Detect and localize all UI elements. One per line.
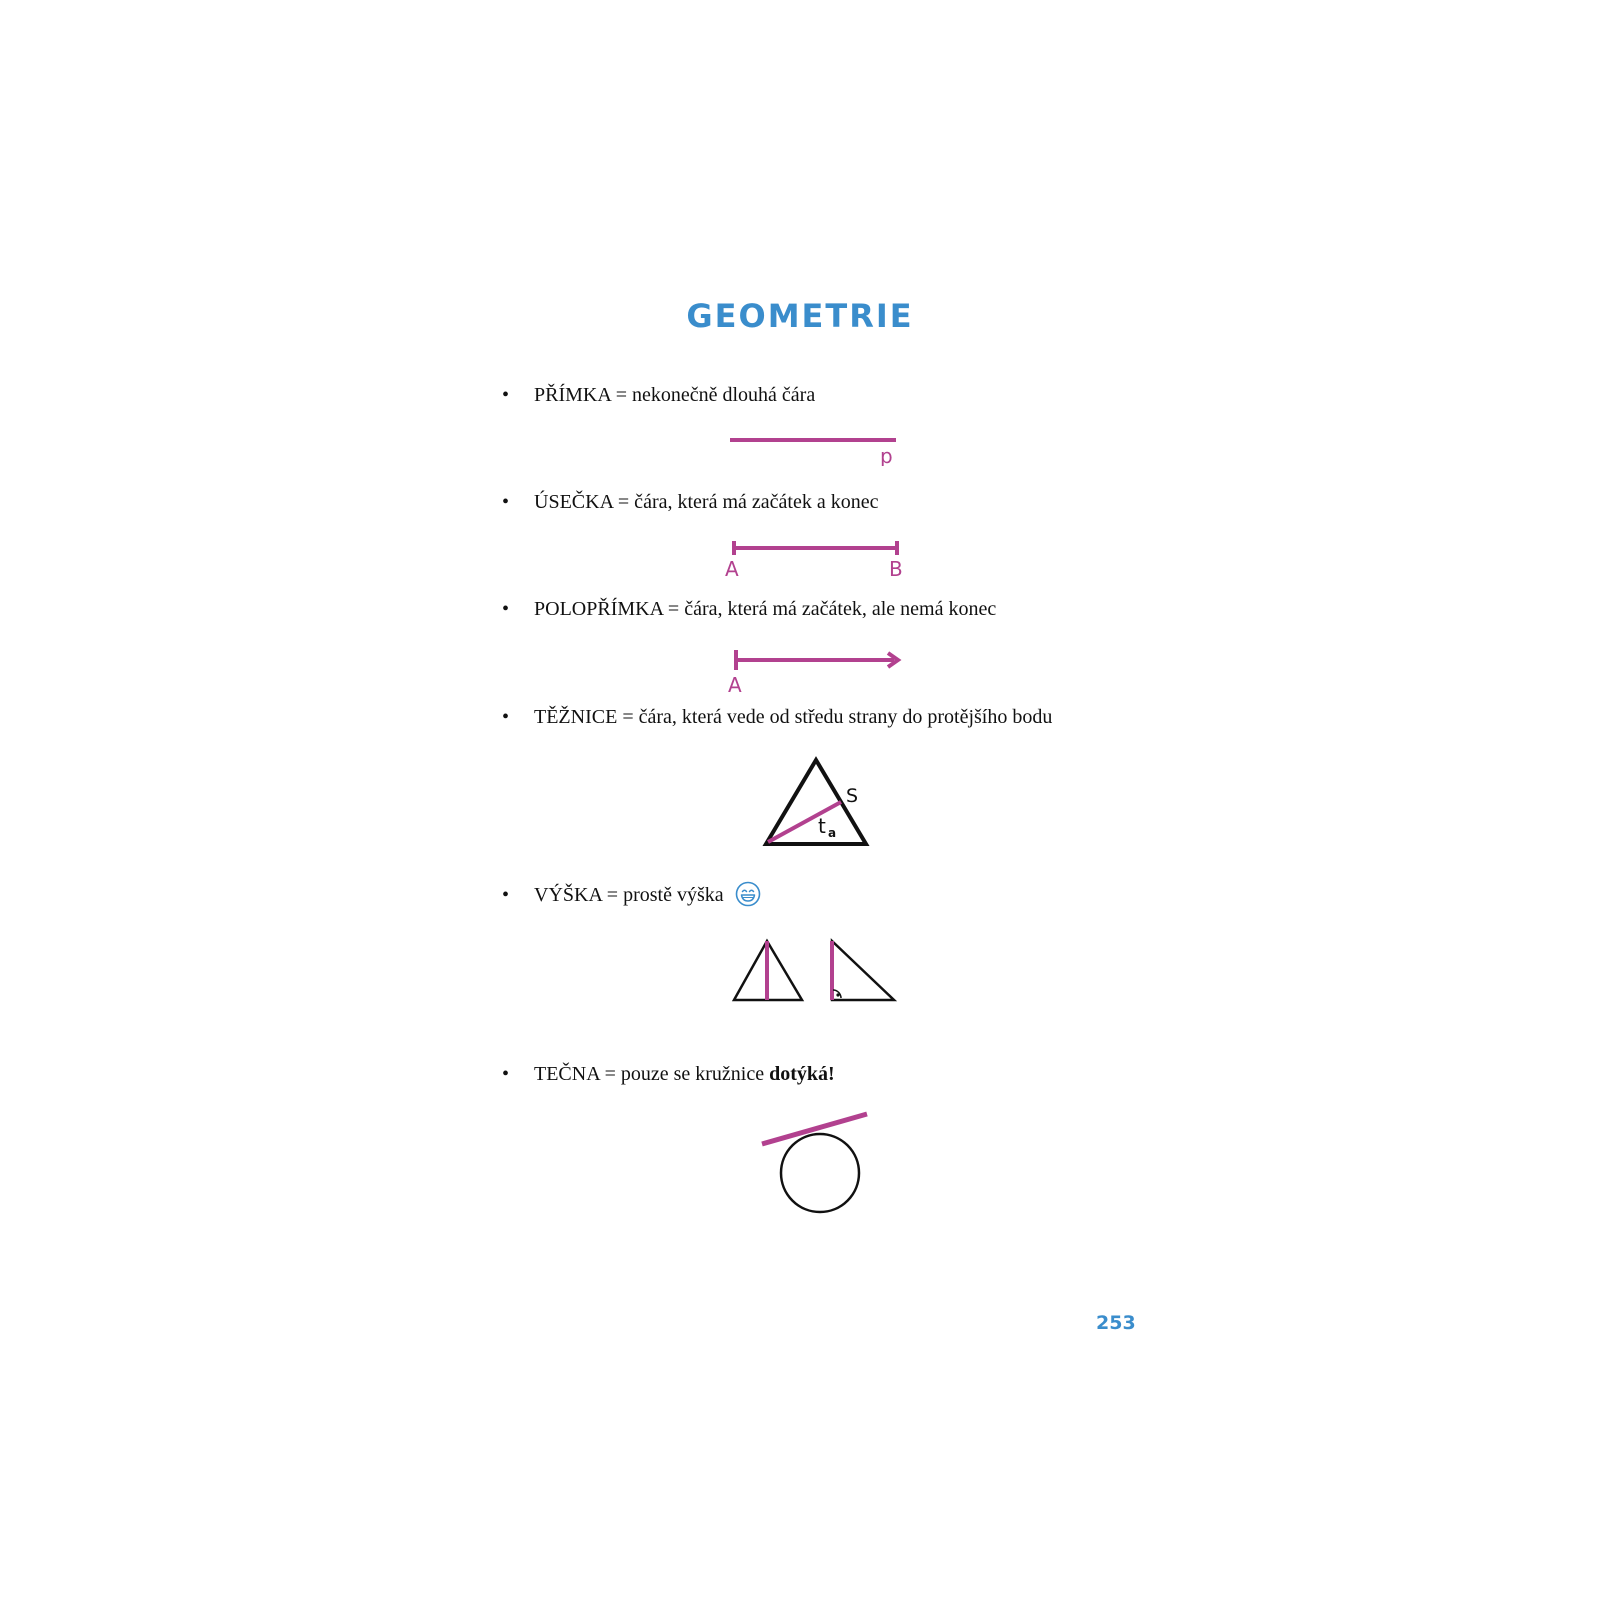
circle xyxy=(781,1134,859,1212)
list-item-poloprimka xyxy=(502,597,997,621)
bullet: • xyxy=(502,1063,510,1085)
right-angle-dot xyxy=(836,993,839,996)
segment-figure xyxy=(720,534,910,584)
definition: = čára, která má začátek, ale nemá konec xyxy=(662,598,997,620)
label-a-subscript: a xyxy=(828,826,837,840)
definition: = prostě výška xyxy=(601,884,724,906)
definition: = čára, která má začátek a konec xyxy=(612,491,879,513)
median-figure xyxy=(750,750,880,858)
definition: = čára, která vede od středu strany do protějšího bodu xyxy=(617,706,1053,728)
bullet: • xyxy=(502,706,510,728)
right-triangle xyxy=(832,941,894,1000)
bullet: • xyxy=(502,384,510,406)
label-b: B xyxy=(889,557,903,581)
emphasis: dotýká! xyxy=(769,1063,835,1085)
page-number: 253 xyxy=(1096,1312,1136,1334)
bullet: • xyxy=(502,884,510,906)
term: TĚŽNICE xyxy=(534,706,618,728)
tangent-line xyxy=(762,1114,867,1144)
list-item-tecna xyxy=(502,1062,835,1086)
label-a: A xyxy=(725,557,739,581)
bullet: • xyxy=(502,491,510,513)
definition: = nekonečně dlouhá čára xyxy=(610,384,816,406)
label-p: p xyxy=(880,444,893,466)
bullet: • xyxy=(502,598,510,620)
term: POLOPŘÍMKA xyxy=(534,598,663,620)
label-t: t xyxy=(818,814,826,838)
label-a: A xyxy=(728,673,742,697)
line-figure xyxy=(720,424,910,466)
term: ÚSEČKA xyxy=(534,491,613,513)
list-item-vyska xyxy=(502,883,761,909)
definition: = pouze se kružnice xyxy=(599,1063,770,1085)
grinning-face-icon xyxy=(735,881,761,907)
tangent-figure xyxy=(750,1100,880,1216)
label-s: S xyxy=(846,785,859,807)
list-item-primka xyxy=(502,383,816,407)
term: VÝŠKA xyxy=(534,884,602,906)
height-figure xyxy=(722,935,902,1007)
page-title: GEOMETRIE xyxy=(686,297,914,335)
term: PŘÍMKA xyxy=(534,384,611,406)
list-item-teznice xyxy=(502,705,1053,729)
ray-figure xyxy=(720,642,910,698)
list-item-usecka xyxy=(502,490,879,514)
term: TEČNA xyxy=(534,1063,600,1085)
